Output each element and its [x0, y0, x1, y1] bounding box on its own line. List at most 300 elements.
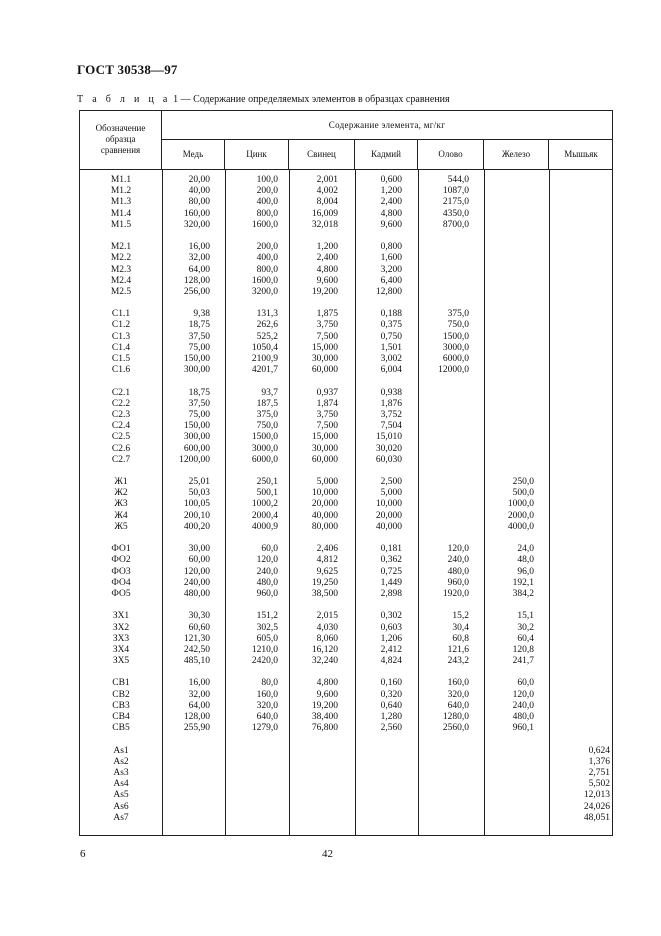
sample-designation-cell: ФО4 — [111, 577, 131, 588]
value-cell-zinc: 800,0 — [256, 208, 278, 219]
value-cell-zinc: 200,0 — [256, 242, 278, 253]
sample-designation-cell: М2.4 — [110, 275, 132, 286]
value-cell-cadmium: 0,160 — [380, 678, 402, 689]
value-cell-zinc: 480,0 — [256, 577, 278, 588]
value-cell-lead: 8,004 — [316, 197, 338, 208]
sample-designation-cell: Ж2 — [114, 488, 128, 499]
value-cell-lead: 9,625 — [316, 566, 338, 577]
sample-designation-cell: М1.3 — [110, 197, 132, 208]
value-cell-lead: 2,001 — [316, 175, 338, 185]
value-cell-lead: 3,750 — [316, 320, 338, 331]
value-cell-iron: 250,0 — [512, 477, 534, 488]
sample-designation-cell: Ж3 — [114, 499, 128, 510]
value-cell-iron: 60,4 — [517, 633, 534, 644]
value-cell-cadmium: 0,181 — [380, 544, 402, 555]
value-cell-copper: 242,50 — [183, 644, 210, 655]
value-cell-zinc: 525,2 — [256, 331, 278, 342]
value-cell-copper: 32,00 — [188, 253, 210, 264]
value-cell-iron: 60,0 — [517, 678, 534, 689]
value-cell-tin: 121,6 — [447, 644, 469, 655]
value-cell-lead: 15,000 — [311, 342, 338, 353]
value-cell-lead: 9,600 — [316, 689, 338, 700]
value-cell-tin: 240,0 — [447, 555, 469, 566]
value-cell-lead: 1,200 — [316, 242, 338, 253]
sample-designation-cell: М1.5 — [110, 219, 132, 230]
value-cell-lead: 1,875 — [316, 309, 338, 320]
value-cell-lead: 2,015 — [316, 611, 338, 622]
value-cell-arsenic: 2,751 — [588, 767, 610, 778]
value-cell-cadmium: 2,400 — [380, 197, 402, 208]
sample-designation-cell: ЗХ5 — [112, 656, 130, 667]
value-cell-cadmium: 15,010 — [375, 432, 402, 443]
value-cell-copper: 150,00 — [183, 421, 210, 432]
value-cell-cadmium: 2,560 — [380, 723, 402, 734]
value-cell-arsenic: 5,502 — [588, 779, 610, 790]
value-cell-zinc: 375,0 — [256, 409, 278, 420]
value-cell-lead: 76,800 — [311, 723, 338, 734]
value-cell-iron: 192,1 — [512, 577, 534, 588]
value-cell-copper: 256,00 — [183, 286, 210, 297]
value-cell-copper: 16,00 — [188, 678, 210, 689]
value-cell-copper: 25,01 — [188, 477, 210, 488]
value-cell-zinc: 160,0 — [256, 689, 278, 700]
value-cell-arsenic: 48,051 — [583, 812, 610, 823]
sample-designation-cell: ЗХ3 — [112, 633, 130, 644]
value-cell-zinc: 187,5 — [256, 398, 278, 409]
sample-designation-cell: М1.1 — [110, 175, 132, 185]
value-cell-tin: 60,8 — [452, 633, 469, 644]
value-cell-zinc: 605,0 — [256, 633, 278, 644]
value-cell-copper: 9,38 — [193, 309, 210, 320]
column-header-arsenic: Мышьяк — [564, 149, 598, 159]
value-cell-copper: 200,10 — [183, 510, 210, 521]
value-cell-zinc: 2100,9 — [251, 354, 278, 364]
table-row — [80, 690, 612, 701]
value-cell-cadmium: 1,280 — [380, 712, 402, 722]
table-row — [80, 343, 612, 354]
value-cell-lead: 80,000 — [311, 521, 338, 532]
value-cell-zinc: 100,0 — [256, 175, 278, 185]
table-row — [80, 555, 612, 566]
value-cell-copper: 80,00 — [188, 197, 210, 208]
value-cell-zinc: 1050,4 — [251, 342, 278, 353]
value-cell-zinc: 4201,7 — [251, 365, 278, 376]
value-cell-copper: 75,00 — [188, 342, 210, 353]
value-cell-iron: 120,0 — [512, 689, 534, 700]
value-cell-cadmium: 1,206 — [380, 633, 402, 644]
value-cell-cadmium: 60,030 — [375, 454, 402, 465]
table-row — [80, 186, 612, 197]
value-cell-zinc: 1600,0 — [251, 275, 278, 286]
value-cell-cadmium: 3,752 — [380, 409, 402, 420]
value-cell-zinc: 1600,0 — [251, 219, 278, 230]
value-cell-copper: 16,00 — [188, 242, 210, 253]
sample-group — [80, 611, 612, 667]
table-row — [80, 589, 612, 600]
value-cell-lead: 2,400 — [316, 253, 338, 264]
value-cell-zinc: 250,1 — [256, 477, 278, 488]
sample-designation-cell: СВ4 — [112, 712, 130, 722]
value-cell-zinc: 800,0 — [256, 264, 278, 275]
value-cell-copper: 128,00 — [183, 275, 210, 286]
sample-group — [80, 175, 612, 231]
value-cell-cadmium: 0,600 — [380, 175, 402, 185]
value-cell-cadmium: 1,449 — [380, 577, 402, 588]
center-page-number: 42 — [322, 848, 333, 860]
sample-designation-cell: С2.3 — [111, 409, 131, 420]
value-cell-copper: 128,00 — [183, 712, 210, 722]
value-cell-tin: 4350,0 — [442, 208, 469, 219]
value-cell-iron: 15,1 — [517, 611, 534, 622]
value-cell-lead: 30,000 — [311, 443, 338, 454]
value-cell-zinc: 200,0 — [256, 186, 278, 197]
sample-designation-cell: С1.5 — [111, 354, 131, 364]
value-cell-lead: 4,002 — [316, 186, 338, 197]
value-cell-cadmium: 0,800 — [380, 242, 402, 253]
table-row — [80, 388, 612, 399]
value-cell-zinc: 2420,0 — [251, 656, 278, 667]
table-row — [80, 623, 612, 634]
value-cell-cadmium: 3,200 — [380, 264, 402, 275]
sample-designation-cell: С1.6 — [111, 365, 131, 376]
value-cell-copper: 60,00 — [188, 555, 210, 566]
sample-designation-cell: М1.4 — [110, 208, 132, 219]
value-cell-cadmium: 30,020 — [375, 443, 402, 454]
value-cell-lead: 19,200 — [311, 700, 338, 711]
table-row — [80, 813, 612, 824]
value-cell-iron: 1000,0 — [507, 499, 534, 510]
value-cell-lead: 4,800 — [316, 264, 338, 275]
table-row — [80, 522, 612, 533]
value-cell-lead: 0,937 — [316, 387, 338, 398]
value-cell-lead: 4,812 — [316, 555, 338, 566]
value-cell-tin: 3000,0 — [442, 342, 469, 353]
table-row — [80, 320, 612, 331]
value-cell-copper: 120,00 — [183, 566, 210, 577]
sample-designation-cell: СВ2 — [112, 689, 130, 700]
table-body — [80, 175, 612, 835]
value-cell-copper: 40,00 — [188, 186, 210, 197]
value-cell-zinc: 1279,0 — [251, 723, 278, 734]
table-row — [80, 757, 612, 768]
value-cell-cadmium: 9,600 — [380, 219, 402, 230]
table-row — [80, 567, 612, 578]
value-cell-cadmium: 1,200 — [380, 186, 402, 197]
sample-designation-cell: С1.2 — [111, 320, 131, 331]
value-cell-iron: 500,0 — [512, 488, 534, 499]
table-row — [80, 253, 612, 264]
value-cell-lead: 4,030 — [316, 622, 338, 633]
sample-designation-cell: As5 — [113, 790, 129, 801]
value-cell-cadmium: 12,800 — [375, 286, 402, 297]
value-cell-copper: 37,50 — [188, 398, 210, 409]
value-cell-tin: 120,0 — [447, 544, 469, 555]
sample-designation-cell: С1.4 — [111, 342, 131, 353]
value-cell-iron: 120,8 — [512, 644, 534, 655]
value-cell-tin: 243,2 — [447, 656, 469, 667]
value-cell-copper: 121,30 — [183, 633, 210, 644]
value-cell-cadmium: 1,501 — [380, 342, 402, 353]
value-cell-zinc: 1210,0 — [251, 644, 278, 655]
value-cell-tin: 8700,0 — [442, 219, 469, 230]
table-row — [80, 421, 612, 432]
sample-designation-cell: As1 — [113, 745, 129, 756]
sample-designation-cell: ФО5 — [111, 588, 131, 599]
value-cell-tin: 375,0 — [447, 309, 469, 320]
value-cell-zinc: 750,0 — [256, 421, 278, 432]
table-row — [80, 287, 612, 298]
sample-designation-cell: С1.1 — [111, 309, 131, 320]
table-row — [80, 354, 612, 365]
column-header-iron: Железо — [484, 140, 549, 169]
value-cell-lead: 4,800 — [316, 678, 338, 689]
table-row — [80, 802, 612, 813]
value-cell-copper: 320,00 — [183, 219, 210, 230]
value-cell-cadmium: 0,603 — [380, 622, 402, 633]
table-row — [80, 790, 612, 801]
sample-designation-cell: С1.3 — [111, 331, 131, 342]
table-row — [80, 455, 612, 466]
value-cell-tin: 544,0 — [447, 175, 469, 185]
value-cell-copper: 150,00 — [183, 354, 210, 364]
table-row — [80, 365, 612, 376]
sample-group — [80, 242, 612, 298]
value-cell-lead: 3,750 — [316, 409, 338, 420]
value-cell-arsenic: 24,026 — [583, 801, 610, 812]
value-cell-tin: 6000,0 — [442, 354, 469, 364]
value-cell-cadmium: 6,004 — [380, 365, 402, 376]
reference-samples-table — [79, 110, 613, 836]
value-cell-iron: 960,1 — [512, 723, 534, 734]
value-cell-zinc: 80,0 — [261, 678, 278, 689]
value-cell-tin: 2560,0 — [442, 723, 469, 734]
table-row — [80, 701, 612, 712]
sample-designation-cell: С2.2 — [111, 398, 131, 409]
value-cell-zinc: 60,0 — [261, 544, 278, 555]
value-cell-tin: 1920,0 — [442, 588, 469, 599]
value-cell-arsenic: 0,624 — [588, 745, 610, 756]
sample-designation-cell: As2 — [113, 756, 129, 767]
table-row — [80, 332, 612, 343]
sample-designation-cell: Ж5 — [114, 521, 128, 532]
value-cell-copper: 32,00 — [188, 689, 210, 700]
value-cell-cadmium: 0,750 — [380, 331, 402, 342]
value-cell-cadmium: 0,188 — [380, 309, 402, 320]
table-row — [80, 432, 612, 443]
value-cell-copper: 1200,00 — [179, 454, 210, 465]
value-cell-arsenic: 12,013 — [583, 790, 610, 801]
sample-designation-cell: М2.5 — [110, 286, 132, 297]
value-cell-copper: 20,00 — [188, 175, 210, 185]
value-cell-tin: 480,0 — [447, 566, 469, 577]
table-row — [80, 477, 612, 488]
sample-designation-cell: ФО1 — [111, 544, 131, 555]
value-cell-cadmium: 0,725 — [380, 566, 402, 577]
table-row — [80, 746, 612, 757]
value-cell-copper: 64,00 — [188, 700, 210, 711]
value-cell-zinc: 3200,0 — [251, 286, 278, 297]
value-cell-lead: 20,000 — [311, 499, 338, 510]
table-caption — [77, 94, 450, 105]
sample-designation-cell: М2.1 — [110, 242, 132, 253]
value-cell-cadmium: 5,000 — [380, 488, 402, 499]
value-cell-copper: 50,03 — [188, 488, 210, 499]
sample-designation-cell: ФО3 — [111, 566, 131, 577]
table-row — [80, 678, 612, 689]
sample-designation-cell: С2.4 — [111, 421, 131, 432]
value-cell-copper: 37,50 — [188, 331, 210, 342]
value-cell-zinc: 6000,0 — [251, 454, 278, 465]
value-cell-lead: 2,406 — [316, 544, 338, 555]
value-cell-tin: 1500,0 — [442, 331, 469, 342]
value-cell-copper: 240,00 — [183, 577, 210, 588]
value-cell-tin: 1087,0 — [442, 186, 469, 197]
value-cell-copper: 18,75 — [188, 387, 210, 398]
value-cell-tin: 320,0 — [447, 689, 469, 700]
value-cell-lead: 9,600 — [316, 275, 338, 286]
sample-designation-header — [80, 111, 162, 169]
column-header-copper: Медь — [162, 140, 225, 169]
value-cell-tin: 160,0 — [447, 678, 469, 689]
table-row — [80, 265, 612, 276]
value-cell-copper: 400,20 — [183, 521, 210, 532]
value-cell-zinc: 400,0 — [256, 197, 278, 208]
value-cell-lead: 38,500 — [311, 588, 338, 599]
table-row — [80, 723, 612, 734]
value-cell-lead: 60,000 — [311, 365, 338, 376]
value-cell-cadmium: 0,320 — [380, 689, 402, 700]
value-cell-copper: 160,00 — [183, 208, 210, 219]
value-cell-lead: 32,018 — [311, 219, 338, 230]
value-cell-cadmium: 6,400 — [380, 275, 402, 286]
column-header-cadmium: Кадмий — [355, 140, 418, 169]
column-header-tin: Олово — [418, 140, 484, 169]
table-row — [80, 242, 612, 253]
sample-designation-cell: М2.2 — [110, 253, 132, 264]
value-cell-lead: 15,000 — [311, 432, 338, 443]
value-cell-iron: 480,0 — [512, 712, 534, 722]
value-cell-lead: 38,400 — [311, 712, 338, 722]
value-cell-iron: 241,7 — [512, 656, 534, 667]
value-cell-copper: 60,60 — [188, 622, 210, 633]
table-row — [80, 634, 612, 645]
table-row — [80, 276, 612, 287]
value-cell-zinc: 302,5 — [256, 622, 278, 633]
sample-designation-cell: As6 — [113, 801, 129, 812]
sample-designation-cell: Ж1 — [114, 477, 128, 488]
column-header-zinc: Цинк — [225, 140, 289, 169]
value-cell-lead: 7,500 — [316, 421, 338, 432]
value-cell-lead: 10,000 — [311, 488, 338, 499]
value-cell-copper: 30,30 — [188, 611, 210, 622]
value-cell-copper: 75,00 — [188, 409, 210, 420]
value-cell-lead: 19,250 — [311, 577, 338, 588]
table-row — [80, 197, 612, 208]
table-row — [80, 779, 612, 790]
table-row — [80, 175, 612, 186]
value-cell-zinc: 500,1 — [256, 488, 278, 499]
sample-group — [80, 544, 612, 600]
table-row — [80, 544, 612, 555]
sample-designation-cell: С2.5 — [111, 432, 131, 443]
table-row — [80, 488, 612, 499]
value-cell-lead: 7,500 — [316, 331, 338, 342]
value-cell-tin: 640,0 — [447, 700, 469, 711]
value-cell-cadmium: 4,800 — [380, 208, 402, 219]
value-cell-copper: 485,10 — [183, 656, 210, 667]
value-cell-tin: 2175,0 — [442, 197, 469, 208]
sample-designation-cell: С2.7 — [111, 454, 131, 465]
column-header-lead: Свинец — [289, 140, 355, 169]
value-cell-copper: 255,90 — [183, 723, 210, 734]
sample-group — [80, 388, 612, 466]
sample-designation-cell: СВ3 — [112, 700, 130, 711]
value-cell-zinc: 262,6 — [256, 320, 278, 331]
document-title: ГОСТ 30538—97 — [77, 62, 178, 77]
value-cell-cadmium: 0,362 — [380, 555, 402, 566]
table-row — [80, 656, 612, 667]
sample-group — [80, 477, 612, 533]
value-cell-lead: 40,000 — [311, 510, 338, 521]
table-row — [80, 578, 612, 589]
table-row — [80, 220, 612, 231]
value-cell-tin: 15,2 — [452, 611, 469, 622]
sample-designation-cell: СВ1 — [112, 678, 130, 689]
value-cell-copper: 600,00 — [183, 443, 210, 454]
value-cell-cadmium: 4,824 — [380, 656, 402, 667]
sample-group — [80, 746, 612, 824]
value-cell-lead: 8,060 — [316, 633, 338, 644]
table-row — [80, 645, 612, 656]
value-cell-cadmium: 10,000 — [375, 499, 402, 510]
value-cell-iron: 48,0 — [517, 555, 534, 566]
value-cell-lead: 30,000 — [311, 354, 338, 364]
value-cell-zinc: 120,0 — [256, 555, 278, 566]
value-cell-iron: 96,0 — [517, 566, 534, 577]
table-row — [80, 309, 612, 320]
value-cell-iron: 4000,0 — [507, 521, 534, 532]
sample-group — [80, 678, 612, 734]
value-cell-cadmium: 0,302 — [380, 611, 402, 622]
value-cell-cadmium: 2,898 — [380, 588, 402, 599]
value-cell-cadmium: 0,938 — [380, 387, 402, 398]
value-cell-zinc: 151,2 — [256, 611, 278, 622]
sample-designation-cell: Ж4 — [114, 510, 128, 521]
table-row — [80, 209, 612, 220]
sample-designation-cell: СВ5 — [112, 723, 130, 734]
value-cell-zinc: 1500,0 — [251, 432, 278, 443]
value-cell-zinc: 93,7 — [261, 387, 278, 398]
value-cell-zinc: 400,0 — [256, 253, 278, 264]
sample-designation-header-line: образца — [105, 134, 136, 144]
element-content-group-header: Содержание элемента, мг/кг — [162, 111, 612, 140]
table-row — [80, 410, 612, 421]
value-cell-cadmium: 7,504 — [380, 421, 402, 432]
value-cell-iron: 384,2 — [512, 588, 534, 599]
sample-designation-cell: As3 — [113, 767, 129, 778]
value-cell-arsenic: 1,376 — [588, 756, 610, 767]
value-cell-zinc: 1000,2 — [251, 499, 278, 510]
value-cell-copper: 100,05 — [183, 499, 210, 510]
value-cell-lead: 60,000 — [311, 454, 338, 465]
sample-designation-cell: As4 — [113, 779, 129, 790]
value-cell-zinc: 2000,4 — [251, 510, 278, 521]
value-cell-copper: 18,75 — [188, 320, 210, 331]
value-cell-zinc: 640,0 — [256, 712, 278, 722]
value-cell-copper: 480,00 — [183, 588, 210, 599]
value-cell-lead: 1,874 — [316, 398, 338, 409]
value-cell-copper: 300,00 — [183, 365, 210, 376]
